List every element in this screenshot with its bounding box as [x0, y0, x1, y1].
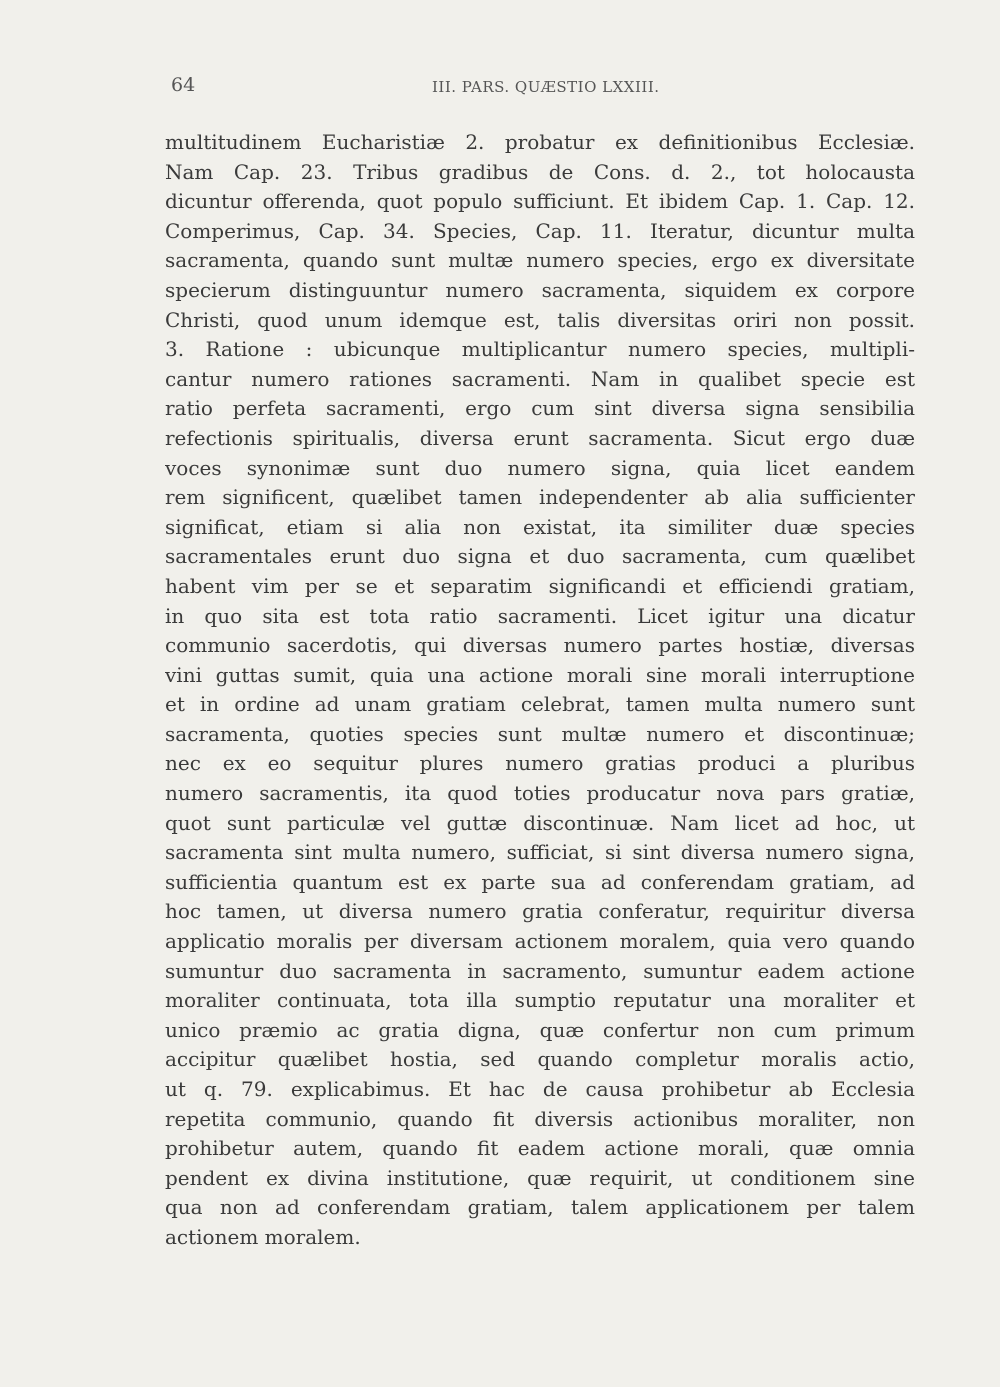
page-number: 64 — [171, 74, 196, 96]
text-line: quot sunt particulæ vel guttæ discontinuæ. Nam licet ad hoc, ut — [165, 810, 915, 835]
text-line: refectionis spiritualis, diversa erunt sacramenta. Sicut ergo duæ — [165, 425, 915, 450]
text-line: communio sacerdotis, qui diversas numero partes hostiæ, diversas — [165, 633, 915, 658]
text-line-last: actionem moralem. — [165, 1224, 361, 1249]
text-line: ratio perfeta sacramenti, ergo cum sint diversa signa sensibilia — [165, 396, 915, 421]
text-line: sacramenta, quoties species sunt multæ numero et discontinuæ; — [165, 721, 915, 746]
text-line: sacramentales erunt duo signa et duo sacramenta, cum quælibet — [165, 544, 915, 569]
text-line: vini guttas sumit, quia una actione morali sine morali interruptione — [165, 662, 915, 687]
text-line: applicatio moralis per diversam actionem moralem, quia vero quando — [165, 929, 915, 954]
text-line: nec ex eo sequitur plures numero gratias produci a pluribus — [165, 751, 915, 776]
text-line: moraliter continuata, tota illa sumptio reputatur una moraliter et — [165, 988, 915, 1013]
text-line: numero sacramentis, ita quod toties producatur nova pars gratiæ, — [165, 781, 915, 806]
text-line: specierum distinguuntur numero sacramenta, siquidem ex corpore — [165, 277, 915, 302]
body-text — [165, 128, 915, 1253]
text-line: repetita communio, quando fit diversis actionibus moraliter, non — [165, 1106, 915, 1131]
text-line: dicuntur offerenda, quot populo sufficiunt. Et ibidem Cap. 1. Cap. 12. — [165, 189, 915, 214]
text-line: Comperimus, Cap. 34. Species, Cap. 11. Iteratur, dicuntur multa — [165, 218, 915, 243]
text-line: in quo sita est tota ratio sacramenti. Licet igitur una dicatur — [165, 603, 915, 628]
text-line: sacramenta, quando sunt multæ numero species, ergo ex diversitate — [165, 248, 915, 273]
text-line: rem significent, quælibet tamen independenter ab alia sufficienter — [165, 485, 915, 510]
text-line: cantur numero rationes sacramenti. Nam in qualibet specie est — [165, 366, 915, 391]
running-head: III. PARS. QUÆSTIO LXXIII. — [432, 78, 660, 96]
text-line: voces synonimæ sunt duo numero signa, quia licet eandem — [165, 455, 915, 480]
text-line: pendent ex divina institutione, quæ requirit, ut conditionem sine — [165, 1165, 915, 1190]
text-line: unico præmio ac gratia digna, quæ confertur non cum primum — [165, 1017, 915, 1042]
text-line: sufficientia quantum est ex parte sua ad conferendam gratiam, ad — [165, 869, 915, 894]
text-line: accipitur quælibet hostia, sed quando completur moralis actio, — [165, 1047, 915, 1072]
text-line: multitudinem Eucharistiæ 2. probatur ex definitionibus Ecclesiæ. — [165, 130, 915, 154]
text-line: significat, etiam si alia non existat, ita similiter duæ species — [165, 514, 915, 539]
text-line: prohibetur autem, quando fit eadem actione morali, quæ omnia — [165, 1136, 915, 1161]
text-line: sacramenta sint multa numero, sufficiat, si sint diversa numero signa, — [165, 840, 915, 865]
text-line: hoc tamen, ut diversa numero gratia conferatur, requiritur diversa — [165, 899, 915, 924]
text-line: qua non ad conferendam gratiam, talem applicationem per talem — [165, 1195, 915, 1220]
page-header — [0, 74, 1000, 104]
text-line: 3. Ratione : ubicunque multiplicantur numero species, multipli- — [165, 337, 915, 362]
text-line: sumuntur duo sacramenta in sacramento, sumuntur eadem actione — [165, 958, 915, 983]
text-line: Nam Cap. 23. Tribus gradibus de Cons. d. 2., tot holocausta — [165, 159, 915, 184]
text-line: ut q. 79. explicabimus. Et hac de causa prohibetur ab Ecclesia — [165, 1077, 915, 1101]
text-line: et in ordine ad unam gratiam celebrat, tamen multa numero sunt — [165, 692, 915, 717]
text-line: Christi, quod unum idemque est, talis diversitas oriri non possit. — [165, 307, 915, 332]
text-line: habent vim per se et separatim significandi et efficiendi gratiam, — [165, 573, 915, 598]
